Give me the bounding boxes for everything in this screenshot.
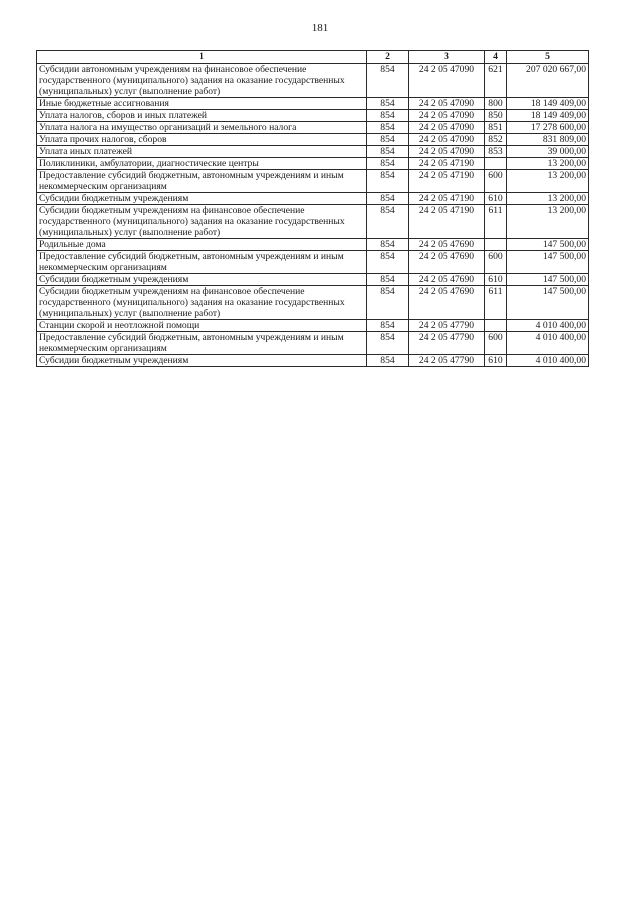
row-amount-cell: 147 500,00 <box>507 274 589 286</box>
table-body <box>37 64 589 367</box>
row-code-cell: 854 <box>367 64 409 98</box>
table-header-row <box>37 51 589 64</box>
row-name-cell: Родильные дома <box>37 239 367 251</box>
row-csr-cell: 24 2 05 47090 <box>409 134 485 146</box>
row-code-cell: 854 <box>367 134 409 146</box>
row-amount-cell: 39 000,00 <box>507 146 589 158</box>
row-csr-cell: 24 2 05 47690 <box>409 251 485 274</box>
row-vr-cell: 621 <box>485 64 507 98</box>
row-code-cell: 854 <box>367 286 409 320</box>
table-row <box>37 320 589 332</box>
row-csr-cell: 24 2 05 47790 <box>409 320 485 332</box>
budget-table-container <box>36 50 588 367</box>
row-code-cell: 854 <box>367 158 409 170</box>
row-code-cell: 854 <box>367 239 409 251</box>
row-amount-cell: 4 010 400,00 <box>507 332 589 355</box>
table-row <box>37 239 589 251</box>
row-amount-cell: 17 278 600,00 <box>507 122 589 134</box>
table-row <box>37 274 589 286</box>
row-csr-cell: 24 2 05 47090 <box>409 98 485 110</box>
row-name-cell: Предоставление субсидий бюджетным, автономным учреждениям и иным некоммерческим организациям <box>37 170 367 193</box>
row-code-cell: 854 <box>367 320 409 332</box>
header-col-1: 1 <box>37 51 367 64</box>
row-code-cell: 854 <box>367 193 409 205</box>
row-vr-cell: 851 <box>485 122 507 134</box>
row-amount-cell: 207 020 667,00 <box>507 64 589 98</box>
row-amount-cell: 13 200,00 <box>507 193 589 205</box>
row-vr-cell: 610 <box>485 274 507 286</box>
row-csr-cell: 24 2 05 47690 <box>409 239 485 251</box>
row-vr-cell: 853 <box>485 146 507 158</box>
row-name-cell: Субсидии автономным учреждениям на финансовое обеспечение государственного (муниципального) задания на оказание государственных (муниципальных) услуг (выполнение работ) <box>37 64 367 98</box>
table-row <box>37 170 589 193</box>
row-name-cell: Уплата иных платежей <box>37 146 367 158</box>
row-amount-cell: 831 809,00 <box>507 134 589 146</box>
row-amount-cell: 147 500,00 <box>507 251 589 274</box>
row-amount-cell: 18 149 409,00 <box>507 98 589 110</box>
row-csr-cell: 24 2 05 47690 <box>409 286 485 320</box>
row-vr-cell <box>485 239 507 251</box>
row-code-cell: 854 <box>367 355 409 367</box>
row-csr-cell: 24 2 05 47190 <box>409 205 485 239</box>
row-code-cell: 854 <box>367 110 409 122</box>
row-amount-cell: 13 200,00 <box>507 170 589 193</box>
row-amount-cell: 4 010 400,00 <box>507 355 589 367</box>
row-name-cell: Иные бюджетные ассигнования <box>37 98 367 110</box>
row-amount-cell: 18 149 409,00 <box>507 110 589 122</box>
row-name-cell: Станции скорой и неотложной помощи <box>37 320 367 332</box>
row-code-cell: 854 <box>367 332 409 355</box>
row-name-cell: Субсидии бюджетным учреждениям на финансовое обеспечение государственного (муниципального) задания на оказание государственных (муниципальных) услуг (выполнение работ) <box>37 205 367 239</box>
row-csr-cell: 24 2 05 47090 <box>409 110 485 122</box>
row-csr-cell: 24 2 05 47790 <box>409 332 485 355</box>
row-name-cell: Предоставление субсидий бюджетным, автономным учреждениям и иным некоммерческим организациям <box>37 332 367 355</box>
page-number: 181 <box>311 22 329 34</box>
row-name-cell: Субсидии бюджетным учреждениям <box>37 274 367 286</box>
row-csr-cell: 24 2 05 47090 <box>409 64 485 98</box>
budget-table <box>36 50 589 367</box>
table-row <box>37 193 589 205</box>
row-code-cell: 854 <box>367 251 409 274</box>
row-vr-cell: 852 <box>485 134 507 146</box>
table-row <box>37 332 589 355</box>
row-csr-cell: 24 2 05 47790 <box>409 355 485 367</box>
row-name-cell: Поликлиники, амбулатории, диагностические центры <box>37 158 367 170</box>
table-row <box>37 110 589 122</box>
row-csr-cell: 24 2 05 47090 <box>409 146 485 158</box>
row-name-cell: Субсидии бюджетным учреждениям на финансовое обеспечение государственного (муниципального) задания на оказание государственных (муниципальных) услуг (выполнение работ) <box>37 286 367 320</box>
table-row <box>37 146 589 158</box>
row-vr-cell <box>485 320 507 332</box>
row-amount-cell: 4 010 400,00 <box>507 320 589 332</box>
table-row <box>37 158 589 170</box>
row-csr-cell: 24 2 05 47190 <box>409 170 485 193</box>
row-name-cell: Уплата налога на имущество организаций и земельного налога <box>37 122 367 134</box>
row-code-cell: 854 <box>367 274 409 286</box>
row-vr-cell: 611 <box>485 205 507 239</box>
row-vr-cell: 611 <box>485 286 507 320</box>
row-vr-cell: 610 <box>485 193 507 205</box>
row-amount-cell: 147 500,00 <box>507 239 589 251</box>
row-csr-cell: 24 2 05 47090 <box>409 122 485 134</box>
row-csr-cell: 24 2 05 47190 <box>409 193 485 205</box>
row-code-cell: 854 <box>367 146 409 158</box>
row-code-cell: 854 <box>367 205 409 239</box>
row-vr-cell: 600 <box>485 332 507 355</box>
row-vr-cell: 800 <box>485 98 507 110</box>
table-row <box>37 205 589 239</box>
table-row <box>37 122 589 134</box>
row-csr-cell: 24 2 05 47690 <box>409 274 485 286</box>
row-code-cell: 854 <box>367 122 409 134</box>
header-col-3: 3 <box>409 51 485 64</box>
row-vr-cell: 600 <box>485 251 507 274</box>
row-code-cell: 854 <box>367 170 409 193</box>
table-row <box>37 251 589 274</box>
header-col-5: 5 <box>507 51 589 64</box>
table-row <box>37 286 589 320</box>
table-row <box>37 98 589 110</box>
row-amount-cell: 147 500,00 <box>507 286 589 320</box>
row-name-cell: Субсидии бюджетным учреждениям <box>37 193 367 205</box>
row-vr-cell <box>485 158 507 170</box>
row-amount-cell: 13 200,00 <box>507 205 589 239</box>
table-row <box>37 355 589 367</box>
row-name-cell: Субсидии бюджетным учреждениям <box>37 355 367 367</box>
table-row <box>37 134 589 146</box>
row-vr-cell: 610 <box>485 355 507 367</box>
row-code-cell: 854 <box>367 98 409 110</box>
header-col-4: 4 <box>485 51 507 64</box>
row-name-cell: Уплата налогов, сборов и иных платежей <box>37 110 367 122</box>
row-amount-cell: 13 200,00 <box>507 158 589 170</box>
row-csr-cell: 24 2 05 47190 <box>409 158 485 170</box>
header-col-2: 2 <box>367 51 409 64</box>
row-vr-cell: 850 <box>485 110 507 122</box>
row-name-cell: Уплата прочих налогов, сборов <box>37 134 367 146</box>
row-name-cell: Предоставление субсидий бюджетным, автономным учреждениям и иным некоммерческим организациям <box>37 251 367 274</box>
row-vr-cell: 600 <box>485 170 507 193</box>
table-row <box>37 64 589 98</box>
